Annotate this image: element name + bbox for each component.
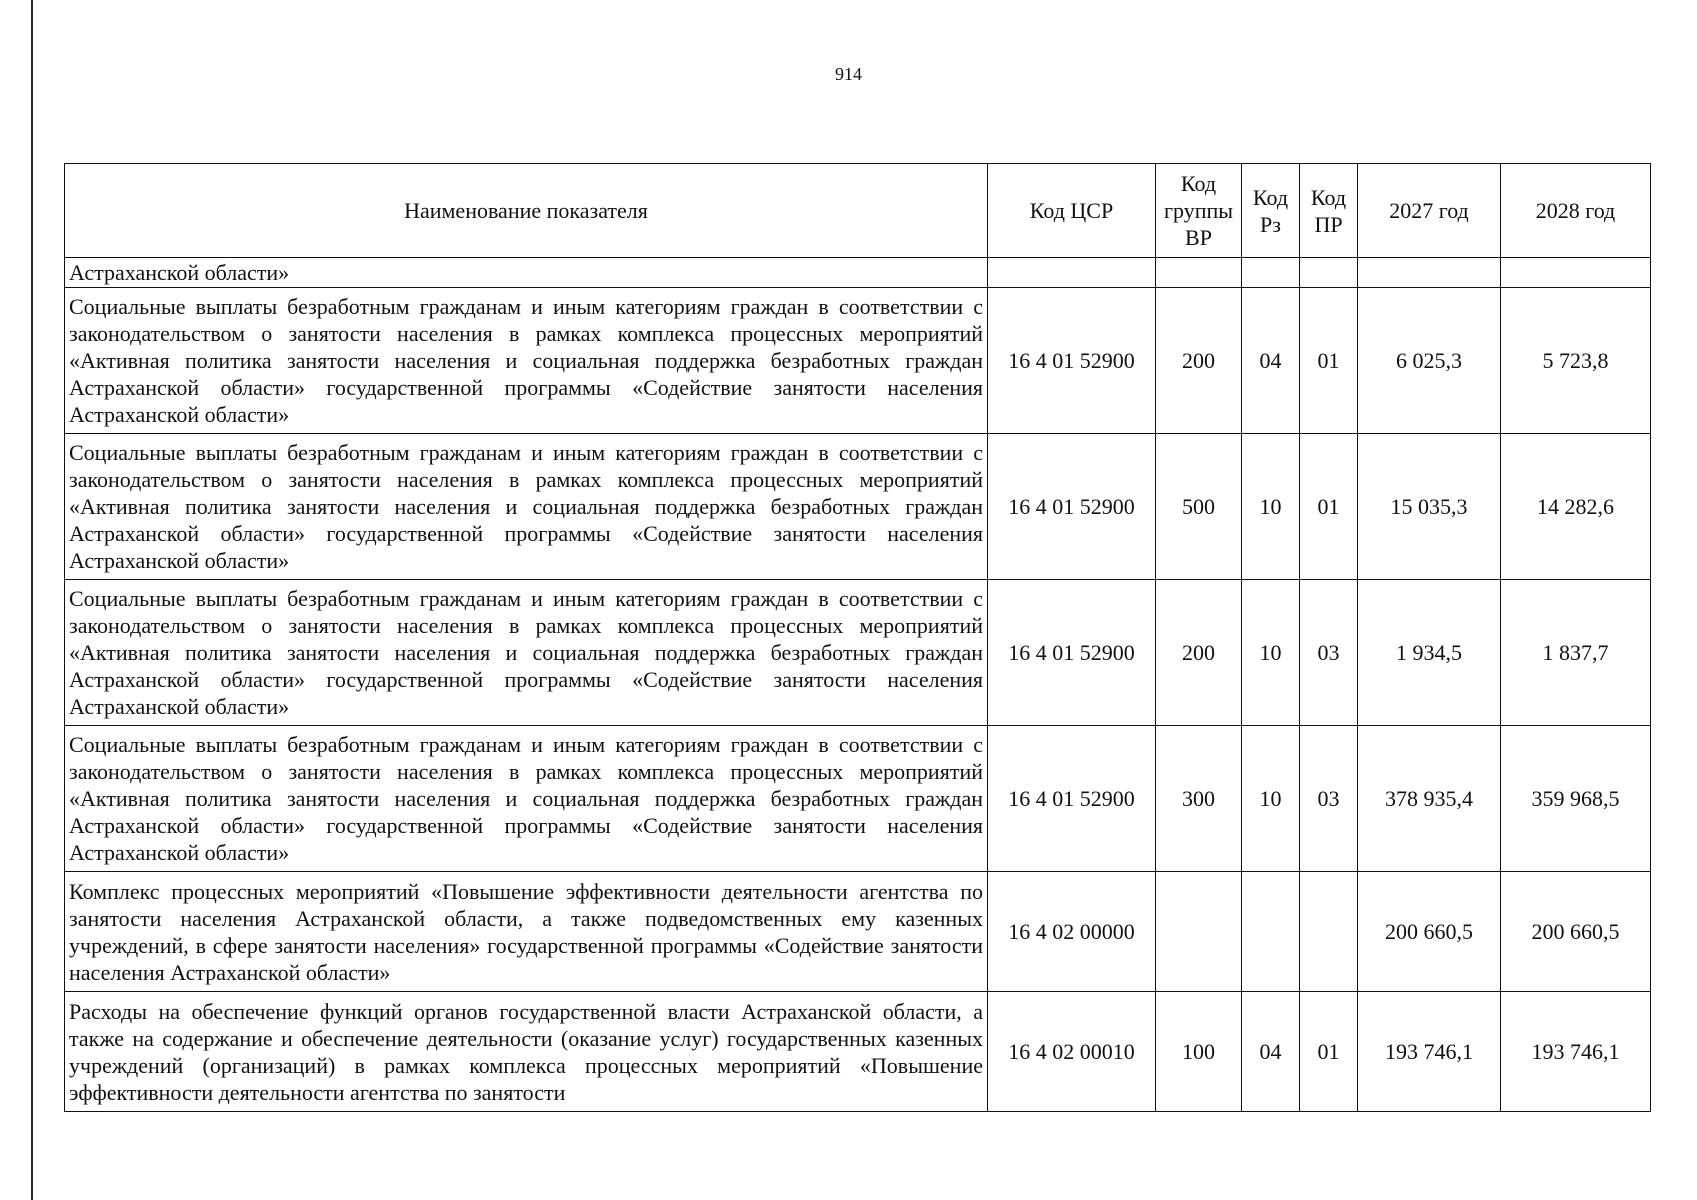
- header-csr: Код ЦСР: [988, 164, 1156, 258]
- row-name: Комплекс процессных мероприятий «Повышение эффективности деятельности агентства по занятости населения Астраханской области, а также подведомственных ему казенных учреждений, в сфере занятости населения» государственной программы «Содействие занятости населения Астраханской области»: [65, 872, 988, 992]
- row-2027: 6 025,3: [1358, 288, 1501, 434]
- table-row: [65, 434, 1651, 580]
- header-rz: Код Рз: [1242, 164, 1300, 258]
- row-pr: [1300, 258, 1358, 288]
- row-pr: 01: [1300, 992, 1358, 1112]
- row-vr: 300: [1156, 726, 1242, 872]
- table-row: [65, 992, 1651, 1112]
- row-rz: 10: [1242, 580, 1300, 726]
- row-vr: 200: [1156, 288, 1242, 434]
- table-row: [65, 872, 1651, 992]
- row-csr: 16 4 02 00010: [988, 992, 1156, 1112]
- row-vr: 500: [1156, 434, 1242, 580]
- row-name: Социальные выплаты безработным гражданам и иным категориям граждан в соответствии с законодательством о занятости населения в рамках комплекса процессных мероприятий «Активная политика занятости населения и социальная поддержка безработных граждан Астраханской области» государственной программы «Содействие занятости населения Астраханской области»: [65, 726, 988, 872]
- row-csr: 16 4 01 52900: [988, 288, 1156, 434]
- row-2028: 14 282,6: [1501, 434, 1651, 580]
- row-rz: [1242, 872, 1300, 992]
- row-pr: 01: [1300, 288, 1358, 434]
- row-2027: 1 934,5: [1358, 580, 1501, 726]
- table-row: [65, 288, 1651, 434]
- row-2028: 5 723,8: [1501, 288, 1651, 434]
- row-name: Астраханской области»: [65, 258, 988, 288]
- scan-edge-line: [31, 0, 33, 1200]
- row-csr: 16 4 01 52900: [988, 580, 1156, 726]
- row-rz: 04: [1242, 288, 1300, 434]
- row-2028: 200 660,5: [1501, 872, 1651, 992]
- header-vr: Код группы ВР: [1156, 164, 1242, 258]
- row-2028: 359 968,5: [1501, 726, 1651, 872]
- row-2028: [1501, 258, 1651, 288]
- row-rz: 10: [1242, 434, 1300, 580]
- row-vr: 100: [1156, 992, 1242, 1112]
- budget-table: [64, 163, 1651, 1112]
- row-csr: [988, 258, 1156, 288]
- row-rz: 10: [1242, 726, 1300, 872]
- row-pr: [1300, 872, 1358, 992]
- row-2027: 15 035,3: [1358, 434, 1501, 580]
- header-2027: 2027 год: [1358, 164, 1501, 258]
- row-csr: 16 4 01 52900: [988, 434, 1156, 580]
- table-row: [65, 580, 1651, 726]
- row-2027: [1358, 258, 1501, 288]
- header-2028: 2028 год: [1501, 164, 1651, 258]
- row-name: Социальные выплаты безработным гражданам и иным категориям граждан в соответствии с законодательством о занятости населения в рамках комплекса процессных мероприятий «Активная политика занятости населения и социальная поддержка безработных граждан Астраханской области» государственной программы «Содействие занятости населения Астраханской области»: [65, 580, 988, 726]
- row-2028: 1 837,7: [1501, 580, 1651, 726]
- table-header-row: [65, 164, 1651, 258]
- row-name: Социальные выплаты безработным гражданам и иным категориям граждан в соответствии с законодательством о занятости населения в рамках комплекса процессных мероприятий «Активная политика занятости населения и социальная поддержка безработных граждан Астраханской области» государственной программы «Содействие занятости населения Астраханской области»: [65, 288, 988, 434]
- header-name: Наименование показателя: [65, 164, 988, 258]
- row-vr: [1156, 872, 1242, 992]
- row-2027: 378 935,4: [1358, 726, 1501, 872]
- row-pr: 03: [1300, 726, 1358, 872]
- row-pr: 03: [1300, 580, 1358, 726]
- row-name: Социальные выплаты безработным гражданам и иным категориям граждан в соответствии с законодательством о занятости населения в рамках комплекса процессных мероприятий «Активная политика занятости населения и социальная поддержка безработных граждан Астраханской области» государственной программы «Содействие занятости населения Астраханской области»: [65, 434, 988, 580]
- row-csr: 16 4 01 52900: [988, 726, 1156, 872]
- row-2028: 193 746,1: [1501, 992, 1651, 1112]
- row-rz: 04: [1242, 992, 1300, 1112]
- row-csr: 16 4 02 00000: [988, 872, 1156, 992]
- header-pr: Код ПР: [1300, 164, 1358, 258]
- row-rz: [1242, 258, 1300, 288]
- table-row: [65, 726, 1651, 872]
- row-2027: 193 746,1: [1358, 992, 1501, 1112]
- row-2027: 200 660,5: [1358, 872, 1501, 992]
- table-row: [65, 258, 1651, 288]
- row-vr: 200: [1156, 580, 1242, 726]
- row-vr: [1156, 258, 1242, 288]
- page-number: 914: [835, 64, 862, 84]
- row-pr: 01: [1300, 434, 1358, 580]
- row-name: Расходы на обеспечение функций органов государственной власти Астраханской области, а также на содержание и обеспечение деятельности (оказание услуг) государственных казенных учреждений (организаций) в рамках комплекса процессных мероприятий «Повышение эффективности деятельности агентства по занятости: [65, 992, 988, 1112]
